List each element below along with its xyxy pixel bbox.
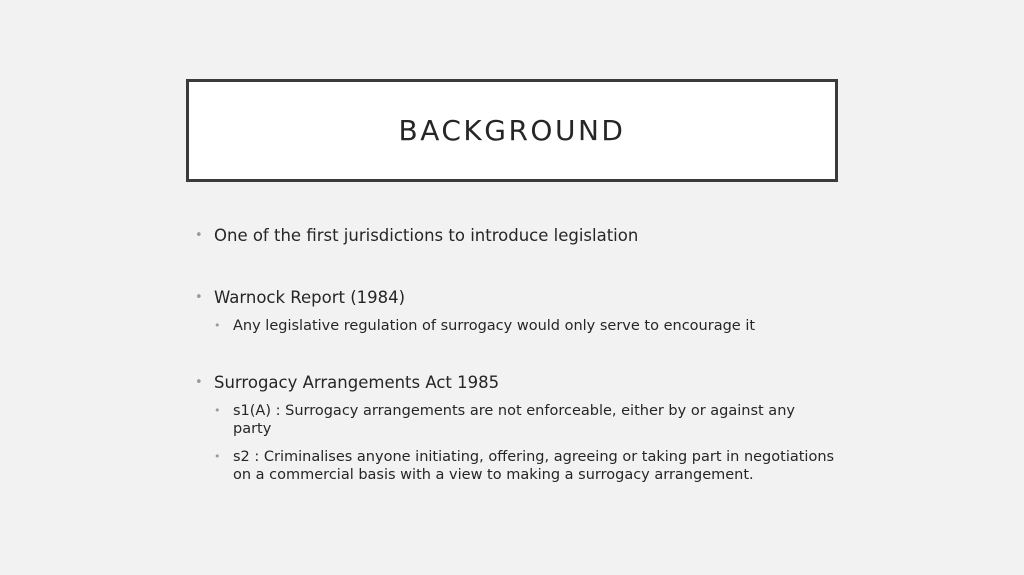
bullet-icon: • xyxy=(195,228,203,243)
sub-bullet-item xyxy=(214,448,835,484)
bullet-text: One of the first jurisdictions to introduce legislation xyxy=(214,226,639,245)
bullet-item xyxy=(195,284,835,312)
bullet-icon: • xyxy=(195,375,203,390)
sub-bullet-item xyxy=(214,402,835,438)
sub-bullet-text: s2 : Criminalises anyone initiating, offering, agreeing or taking part in negotiations on a commercial basis with a view to making a surrogacy arrangement. xyxy=(233,449,835,483)
bullet-list xyxy=(195,222,835,484)
slide-title: BACKGROUND xyxy=(398,114,626,147)
bullet-icon: • xyxy=(214,319,221,332)
bullet-item xyxy=(195,222,835,250)
title-box xyxy=(186,79,838,182)
bullet-item xyxy=(195,369,835,397)
bullet-text: Warnock Report (1984) xyxy=(214,288,406,307)
sub-bullet-text: s1(A) : Surrogacy arrangements are not enforceable, either by or against any party xyxy=(233,403,795,437)
sub-bullet-text: Any legislative regulation of surrogacy would only serve to encourage it xyxy=(233,318,756,334)
bullet-text: Surrogacy Arrangements Act 1985 xyxy=(214,373,500,392)
sub-bullet-item xyxy=(214,317,835,335)
bullet-icon: • xyxy=(195,290,203,305)
bullet-icon: • xyxy=(214,404,221,417)
bullet-icon: • xyxy=(214,450,221,463)
